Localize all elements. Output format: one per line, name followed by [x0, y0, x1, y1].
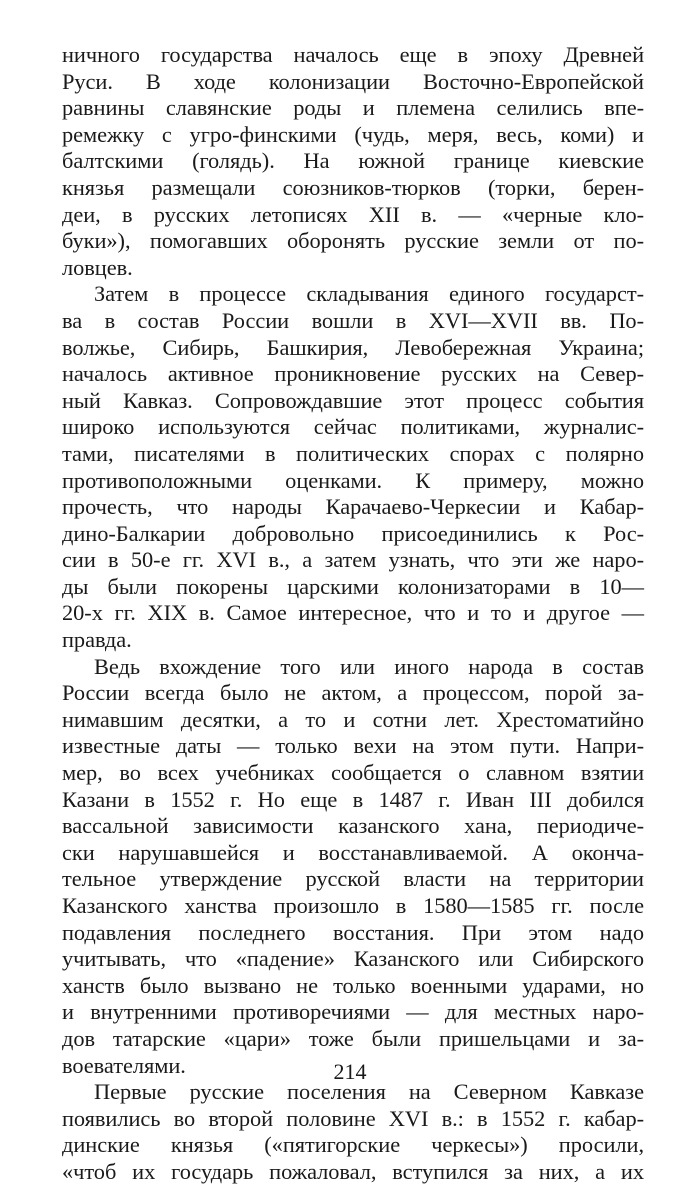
text-line: России всегда было не актом, а процессом, порой за-	[62, 680, 644, 706]
text-line: подавления последнего восстания. При этом надо	[62, 919, 644, 945]
text-line: равнины славянские роды и племена селились впе-	[62, 95, 644, 121]
text-line: Первые русские поселения на Северном Кавказе	[94, 1079, 644, 1105]
text-line: началось активное проникновение русских на Север-	[62, 361, 644, 387]
text-line: ва в состав России вошли в XVI—XVII вв. По-	[62, 307, 644, 333]
page-number: 214	[333, 1059, 367, 1084]
text-line: правда.	[62, 627, 132, 653]
text-line: деи, в русских летописях XII в. — «черные кло-	[62, 201, 644, 227]
text-line: ный Кавказ. Сопровождавшие этот процесс события	[62, 387, 644, 413]
text-line: Казани в 1552 г. Но еще в 1487 г. Иван III добился	[62, 786, 644, 812]
text-line: Руси. В ходе колонизации Восточно-Европейской	[62, 68, 644, 94]
text-line: противоположными оценками. К примеру, можно	[62, 467, 644, 493]
text-line: ремежку с угро-финскими (чудь, меря, весь, коми) и	[62, 121, 644, 147]
text-line: дов татарские «цари» тоже были пришельцами и за-	[62, 1025, 644, 1051]
text-line: тами, писателями в политических спорах с полярно	[62, 440, 644, 466]
paragraph	[62, 281, 644, 653]
paragraph	[62, 1079, 644, 1185]
text-line: волжье, Сибирь, Башкирия, Левобережная Украина;	[62, 334, 644, 360]
text-line: учитывать, что «падение» Казанского или Сибирского	[62, 946, 644, 972]
text-line: ски нарушавшейся и восстанавливаемой. А оконча-	[62, 839, 644, 865]
text-line: 20-х гг. XIX в. Самое интересное, что и то и другое —	[62, 600, 644, 626]
text-line: динские князья («пятигорские черкесы») просили,	[62, 1132, 644, 1158]
text-line: дино-Балкарии добровольно присоединились к Рос-	[62, 520, 644, 546]
text-line: нимавшим десятки, а то и сотни лет. Хрестоматийно	[62, 706, 644, 732]
text-line: князья размещали союзников-тюрков (торки, берен-	[62, 174, 644, 200]
text-line: известные даты — только вехи на этом пути. Напри-	[62, 733, 644, 759]
text-line: ды были покорены царскими колонизаторами в 10—	[62, 573, 644, 599]
text-line: тельное утверждение русской власти на территории	[62, 866, 644, 892]
text-line: воевателями.	[62, 1052, 186, 1078]
text-line: Казанского ханства произошло в 1580—1585 гг. после	[62, 893, 644, 918]
text-line: Ведь вхождение того или иного народа в состав	[94, 653, 644, 679]
paragraph	[62, 42, 644, 281]
paragraph	[62, 654, 644, 1080]
text-line: ханств было вызвано не только военными ударами, но	[62, 972, 644, 998]
text-line: буки»), помогавших оборонять русские земли от по-	[62, 228, 644, 254]
text-line: прочесть, что народы Карачаево-Черкесии и Кабар-	[62, 494, 644, 520]
text-line: и внутренними противоречиями — для местных наро-	[62, 999, 644, 1025]
text-line: мер, во всех учебниках сообщается о славном взятии	[62, 760, 644, 786]
text-line: сии в 50-е гг. XVI в., а затем узнать, что эти же наро-	[62, 547, 644, 573]
text-line: балтскими (голядь). На южной границе киевские	[62, 148, 644, 174]
page-text	[62, 42, 644, 1186]
text-line: ничного государства началось еще в эпоху Древней	[62, 42, 644, 67]
text-line: Затем в процессе складывания единого государст-	[94, 281, 644, 307]
text-line: появились во второй половине XVI в.: в 1552 г. кабар-	[62, 1105, 644, 1131]
text-line: вассальной зависимости казанского хана, периодиче-	[62, 813, 644, 839]
text-line: «чтоб их государь пожаловал, вступился за них, а их	[62, 1158, 644, 1184]
text-line: ловцев.	[62, 254, 133, 280]
text-line: широко используются сейчас политиками, журналис-	[62, 414, 644, 440]
